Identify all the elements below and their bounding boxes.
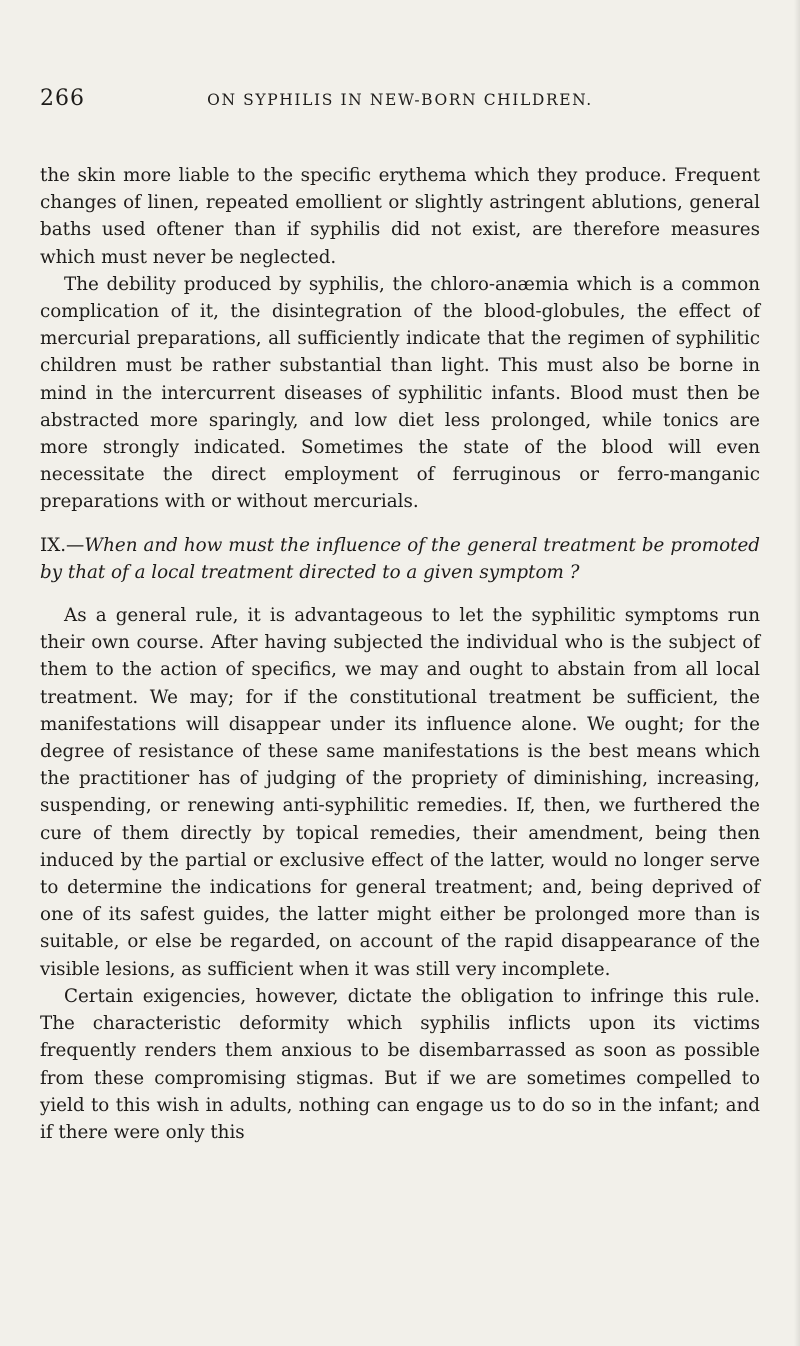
section-heading-text: When and how must the influence of the general treatment be promoted by that of a local treatment directed to a given symptom ?	[40, 534, 760, 583]
paragraph-regimen: The debility produced by syphilis, the chloro-anæmia which is a common complication of it, the disintegration of the blood-globules, the effect of mercurial preparations, all sufficiently indicate that the regimen of syphilitic children must be rather substantial than light. This must also be borne in mind in the intercurrent diseases of syphilitic infants. Blood must then be abstracted more sparingly, and low diet less prolonged, while tonics are more strongly indicated. Sometimes the state of the blood will even necessitate the direct employment of ferruginous or ferro-manganic preparations with or without mercurials.	[40, 273, 760, 513]
page-edge-shadow	[794, 0, 800, 1346]
paragraph-general-rule: As a general rule, it is advantageous to let the syphilitic symptoms run their own course. After having subjected the individual who is the subject of them to the action of specifics, we may and ought to abstain from all local treatment. We may; for if the constitutional treatment be sufficient, the manifestations will disappear under its influence alone. We ought; for the degree of resistance of these same manifestations is the best means which the practitioner has of judging of the propriety of diminishing, increasing, suspending, or renewing anti-syphilitic remedies. If, then, we furthered the cure of them directly by topical remedies, their amendment, being then induced by the partial or exclusive effect of the latter, would no longer serve to determine the indications for general treatment; and, being deprived of one of its safest guides, the latter might either be prolonged more than is suitable, or else be regarded, on account of the rapid disappearance of the visible lesions, as sufficient when it was still very incomplete.	[40, 605, 760, 980]
running-head: ON SYPHILIS IN NEW-BORN CHILDREN.	[207, 91, 593, 109]
page-number: 266	[40, 86, 85, 111]
page-header	[40, 86, 760, 116]
body-text	[40, 162, 760, 1146]
paragraph-exigencies: Certain exigencies, however, dictate the obligation to infringe this rule. The characteristic deformity which syphilis inflicts upon its victims frequently renders them anxious to be disembarrassed as soon as possible from these compromising stigmas. But if we are sometimes compelled to yield to this wish in adults, nothing can engage us to do so in the infant; and if there were only this	[40, 985, 760, 1143]
paragraph-continued: the skin more liable to the specific erythema which they produce. Frequent changes of linen, repeated emollient or slightly astringent ablutions, general baths used oftener than if syphilis did not exist, are therefore measures which must never be neglected.	[40, 165, 760, 268]
section-number: IX.—	[40, 534, 85, 556]
section-heading	[40, 532, 760, 586]
